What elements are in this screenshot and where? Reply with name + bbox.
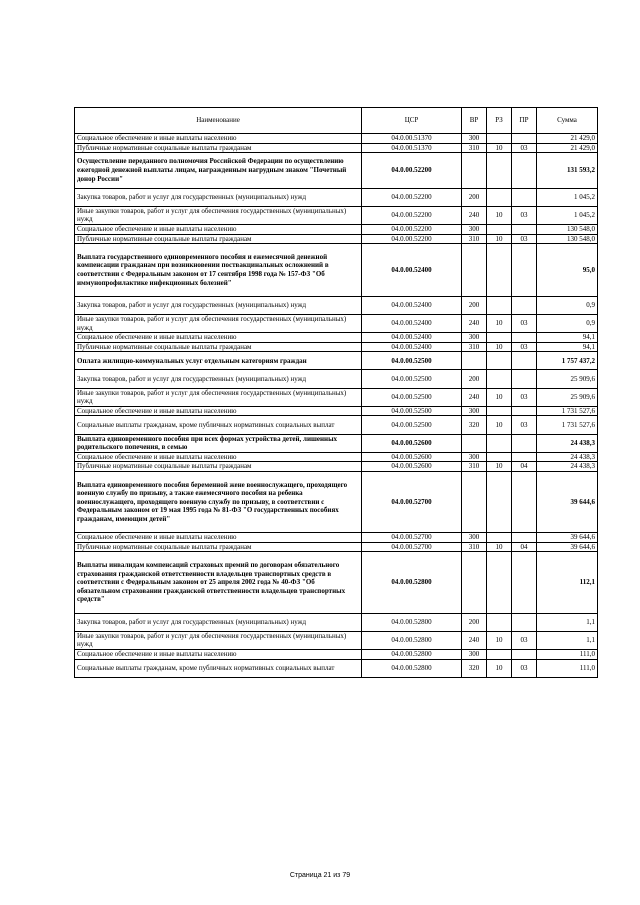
cell-rz: 10	[487, 542, 512, 552]
cell-pr: 03	[512, 234, 537, 244]
cell-sum: 112,1	[537, 552, 598, 613]
cell-csr: 04.0.00.52200	[362, 206, 462, 224]
table-row	[75, 631, 598, 649]
cell-sum: 39 644,6	[537, 472, 598, 533]
cell-vr: 240	[462, 314, 487, 332]
cell-pr	[512, 244, 537, 297]
cell-rz	[487, 613, 512, 631]
cell-name: Публичные нормативные социальные выплаты гражданам	[75, 542, 362, 552]
cell-csr: 04.0.00.52500	[362, 406, 462, 416]
cell-pr: 03	[512, 342, 537, 352]
cell-rz	[487, 452, 512, 462]
cell-pr: 03	[512, 416, 537, 434]
cell-sum: 1,1	[537, 613, 598, 631]
cell-name: Оплата жилищно-коммунальных услуг отдельным категориям граждан	[75, 352, 362, 370]
cell-sum: 21 429,0	[537, 143, 598, 153]
table-row	[75, 224, 598, 234]
cell-csr: 04.0.00.52600	[362, 434, 462, 452]
cell-sum: 130 548,0	[537, 234, 598, 244]
cell-name: Социальное обеспечение и иные выплаты населению	[75, 649, 362, 659]
cell-sum: 1,1	[537, 631, 598, 649]
cell-rz: 10	[487, 388, 512, 406]
table-row	[75, 352, 598, 370]
cell-csr: 04.0.00.52500	[362, 416, 462, 434]
cell-vr: 300	[462, 649, 487, 659]
cell-vr: 300	[462, 452, 487, 462]
cell-pr	[512, 552, 537, 613]
cell-sum: 1 045,2	[537, 206, 598, 224]
table-row	[75, 342, 598, 352]
table-row	[75, 206, 598, 224]
cell-vr: 310	[462, 143, 487, 153]
cell-name: Публичные нормативные социальные выплаты гражданам	[75, 342, 362, 352]
cell-rz	[487, 472, 512, 533]
cell-csr: 04.0.00.52400	[362, 244, 462, 297]
cell-rz	[487, 552, 512, 613]
cell-sum: 39 644,6	[537, 533, 598, 543]
cell-vr	[462, 552, 487, 613]
cell-vr: 200	[462, 188, 487, 206]
cell-pr: 03	[512, 631, 537, 649]
cell-sum: 94,1	[537, 342, 598, 352]
cell-rz	[487, 333, 512, 343]
table-row	[75, 472, 598, 533]
cell-name: Социальные выплаты гражданам, кроме публичных нормативных социальных выплат	[75, 416, 362, 434]
cell-name: Социальное обеспечение и иные выплаты населению	[75, 452, 362, 462]
cell-csr: 04.0.00.52500	[362, 388, 462, 406]
table-row	[75, 659, 598, 677]
table-body	[75, 134, 598, 678]
cell-pr	[512, 352, 537, 370]
cell-pr	[512, 224, 537, 234]
table-row	[75, 434, 598, 452]
cell-rz: 10	[487, 314, 512, 332]
cell-csr: 04.0.00.52600	[362, 462, 462, 472]
cell-csr: 04.0.00.52200	[362, 224, 462, 234]
cell-pr	[512, 613, 537, 631]
cell-sum: 111,0	[537, 659, 598, 677]
cell-csr: 04.0.00.52200	[362, 188, 462, 206]
table-row	[75, 552, 598, 613]
table-row	[75, 296, 598, 314]
table-row	[75, 370, 598, 388]
cell-pr	[512, 472, 537, 533]
cell-rz: 10	[487, 631, 512, 649]
cell-rz: 10	[487, 143, 512, 153]
cell-pr: 03	[512, 388, 537, 406]
cell-pr	[512, 649, 537, 659]
cell-pr	[512, 296, 537, 314]
table-row	[75, 333, 598, 343]
cell-pr	[512, 452, 537, 462]
cell-rz	[487, 224, 512, 234]
cell-sum: 39 644,6	[537, 542, 598, 552]
cell-name: Выплата единовременного пособия при всех формах устройства детей, лишенных родительского попечения, в семью	[75, 434, 362, 452]
cell-vr: 310	[462, 234, 487, 244]
cell-sum: 1 045,2	[537, 188, 598, 206]
table-row	[75, 533, 598, 543]
cell-sum: 130 548,0	[537, 224, 598, 234]
cell-name: Социальное обеспечение и иные выплаты населению	[75, 333, 362, 343]
header-name: Наименование	[75, 108, 362, 134]
cell-rz	[487, 370, 512, 388]
cell-csr: 04.0.00.52200	[362, 234, 462, 244]
cell-vr: 300	[462, 533, 487, 543]
table-row	[75, 143, 598, 153]
cell-vr: 240	[462, 206, 487, 224]
cell-pr	[512, 153, 537, 188]
cell-vr	[462, 434, 487, 452]
cell-csr: 04.0.00.52800	[362, 659, 462, 677]
cell-rz: 10	[487, 206, 512, 224]
cell-vr	[462, 352, 487, 370]
cell-csr: 04.0.00.52800	[362, 613, 462, 631]
cell-sum: 94,1	[537, 333, 598, 343]
cell-sum: 24 438,3	[537, 452, 598, 462]
cell-csr: 04.0.00.52400	[362, 333, 462, 343]
cell-pr: 03	[512, 143, 537, 153]
table-row	[75, 613, 598, 631]
cell-sum: 1 731 527,6	[537, 406, 598, 416]
header-csr: ЦСР	[362, 108, 462, 134]
cell-rz	[487, 406, 512, 416]
cell-csr: 04.0.00.52700	[362, 533, 462, 543]
cell-rz	[487, 134, 512, 144]
table-row	[75, 462, 598, 472]
cell-csr: 04.0.00.52800	[362, 649, 462, 659]
cell-vr	[462, 244, 487, 297]
cell-sum: 111,0	[537, 649, 598, 659]
cell-vr: 320	[462, 416, 487, 434]
cell-sum: 24 438,3	[537, 462, 598, 472]
cell-rz: 10	[487, 659, 512, 677]
page-number: Страница 21 из 79	[289, 872, 351, 879]
table-row	[75, 388, 598, 406]
cell-csr: 04.0.00.52800	[362, 552, 462, 613]
cell-rz	[487, 153, 512, 188]
cell-vr: 300	[462, 224, 487, 234]
cell-csr: 04.0.00.52600	[362, 452, 462, 462]
cell-name: Иные закупки товаров, работ и услуг для обеспечения государственных (муниципальных) нужд	[75, 388, 362, 406]
cell-sum: 24 438,3	[537, 434, 598, 452]
cell-csr: 04.0.00.51370	[362, 143, 462, 153]
cell-name: Закупка товаров, работ и услуг для государственных (муниципальных) нужд	[75, 613, 362, 631]
cell-pr	[512, 188, 537, 206]
cell-name: Публичные нормативные социальные выплаты гражданам	[75, 234, 362, 244]
cell-vr	[462, 472, 487, 533]
cell-vr: 300	[462, 333, 487, 343]
cell-pr	[512, 134, 537, 144]
header-rz: РЗ	[487, 108, 512, 134]
table-row	[75, 244, 598, 297]
cell-pr: 04	[512, 462, 537, 472]
cell-sum: 0,9	[537, 296, 598, 314]
cell-vr: 310	[462, 462, 487, 472]
cell-csr: 04.0.00.51370	[362, 134, 462, 144]
cell-rz: 10	[487, 462, 512, 472]
table-row	[75, 153, 598, 188]
table-row	[75, 134, 598, 144]
table-row	[75, 542, 598, 552]
cell-vr: 240	[462, 388, 487, 406]
cell-name: Социальное обеспечение и иные выплаты населению	[75, 406, 362, 416]
cell-rz	[487, 352, 512, 370]
cell-name: Иные закупки товаров, работ и услуг для обеспечения государственных (муниципальных) нужд	[75, 314, 362, 332]
cell-name: Социальное обеспечение и иные выплаты населению	[75, 533, 362, 543]
cell-name: Публичные нормативные социальные выплаты гражданам	[75, 143, 362, 153]
budget-table	[74, 107, 598, 678]
cell-rz	[487, 649, 512, 659]
cell-rz	[487, 296, 512, 314]
cell-csr: 04.0.00.52400	[362, 314, 462, 332]
cell-rz: 10	[487, 342, 512, 352]
cell-vr: 310	[462, 542, 487, 552]
cell-vr: 300	[462, 406, 487, 416]
cell-rz: 10	[487, 416, 512, 434]
table-header-row	[75, 108, 598, 134]
cell-pr: 03	[512, 206, 537, 224]
cell-sum: 1 731 527,6	[537, 416, 598, 434]
cell-name: Социальное обеспечение и иные выплаты населению	[75, 134, 362, 144]
cell-name: Иные закупки товаров, работ и услуг для обеспечения государственных (муниципальных) нужд	[75, 206, 362, 224]
cell-pr	[512, 370, 537, 388]
cell-name: Закупка товаров, работ и услуг для государственных (муниципальных) нужд	[75, 296, 362, 314]
cell-vr: 320	[462, 659, 487, 677]
cell-name: Публичные нормативные социальные выплаты гражданам	[75, 462, 362, 472]
cell-name: Выплата единовременного пособия беременной жене военнослужащего, проходящего военную службу по призыву, а также ежемесячного пособия на ребенка военнослужащего, проходящего военную службу по призыву, в соответствии с Федеральным законом от 19 мая 1995 года № 81-ФЗ "О государственных пособиях гражданам, имеющим детей"	[75, 472, 362, 533]
cell-csr: 04.0.00.52400	[362, 296, 462, 314]
cell-name: Социальное обеспечение и иные выплаты населению	[75, 224, 362, 234]
cell-pr: 04	[512, 542, 537, 552]
table-row	[75, 416, 598, 434]
cell-vr: 200	[462, 370, 487, 388]
cell-name: Осуществление переданного полномочия Российской Федерации по осуществлению ежегодной денежной выплаты лицам, награжденным нагрудным знаком "Почетный донор России"	[75, 153, 362, 188]
cell-csr: 04.0.00.52500	[362, 352, 462, 370]
cell-sum: 131 593,2	[537, 153, 598, 188]
cell-pr	[512, 333, 537, 343]
table-row	[75, 234, 598, 244]
cell-csr: 04.0.00.52700	[362, 542, 462, 552]
cell-vr: 240	[462, 631, 487, 649]
cell-vr: 300	[462, 134, 487, 144]
cell-vr: 310	[462, 342, 487, 352]
cell-pr: 03	[512, 659, 537, 677]
cell-sum: 25 909,6	[537, 388, 598, 406]
cell-rz: 10	[487, 234, 512, 244]
table-row	[75, 406, 598, 416]
cell-name: Закупка товаров, работ и услуг для государственных (муниципальных) нужд	[75, 188, 362, 206]
cell-csr: 04.0.00.52400	[362, 342, 462, 352]
cell-rz	[487, 533, 512, 543]
cell-name: Иные закупки товаров, работ и услуг для обеспечения государственных (муниципальных) нужд	[75, 631, 362, 649]
cell-pr	[512, 533, 537, 543]
cell-sum: 0,9	[537, 314, 598, 332]
cell-pr: 03	[512, 314, 537, 332]
cell-csr: 04.0.00.52800	[362, 631, 462, 649]
header-pr: ПР	[512, 108, 537, 134]
cell-sum: 1 757 437,2	[537, 352, 598, 370]
header-vr: ВР	[462, 108, 487, 134]
cell-rz	[487, 244, 512, 297]
cell-pr	[512, 406, 537, 416]
cell-vr	[462, 153, 487, 188]
cell-vr: 200	[462, 296, 487, 314]
cell-csr: 04.0.00.52200	[362, 153, 462, 188]
cell-rz	[487, 188, 512, 206]
cell-vr: 200	[462, 613, 487, 631]
cell-csr: 04.0.00.52500	[362, 370, 462, 388]
cell-sum: 95,0	[537, 244, 598, 297]
cell-name: Социальные выплаты гражданам, кроме публичных нормативных социальных выплат	[75, 659, 362, 677]
table-row	[75, 314, 598, 332]
table-row	[75, 188, 598, 206]
cell-rz	[487, 434, 512, 452]
cell-sum: 25 909,6	[537, 370, 598, 388]
table-row	[75, 452, 598, 462]
table-row	[75, 649, 598, 659]
cell-name: Выплаты инвалидам компенсаций страховых премий по договорам обязательного страхования гражданской ответственности владельцев транспортных средств в соответствии с Федеральным законом от 25 апреля 2002 года № 40-ФЗ "Об обязательном страховании гражданской ответственности владельцев транспортных средств"	[75, 552, 362, 613]
cell-name: Закупка товаров, работ и услуг для государственных (муниципальных) нужд	[75, 370, 362, 388]
cell-pr	[512, 434, 537, 452]
cell-csr: 04.0.00.52700	[362, 472, 462, 533]
header-sum: Сумма	[537, 108, 598, 134]
cell-name: Выплата государственного единовременного пособия и ежемесячной денежной компенсации гражданам при возникновении поствакцинальных осложнений в соответствии с Федеральным законом от 17 сентября 1998 года № 157-ФЗ "Об иммунопрофилактике инфекционных болезней"	[75, 244, 362, 297]
cell-sum: 21 429,0	[537, 134, 598, 144]
